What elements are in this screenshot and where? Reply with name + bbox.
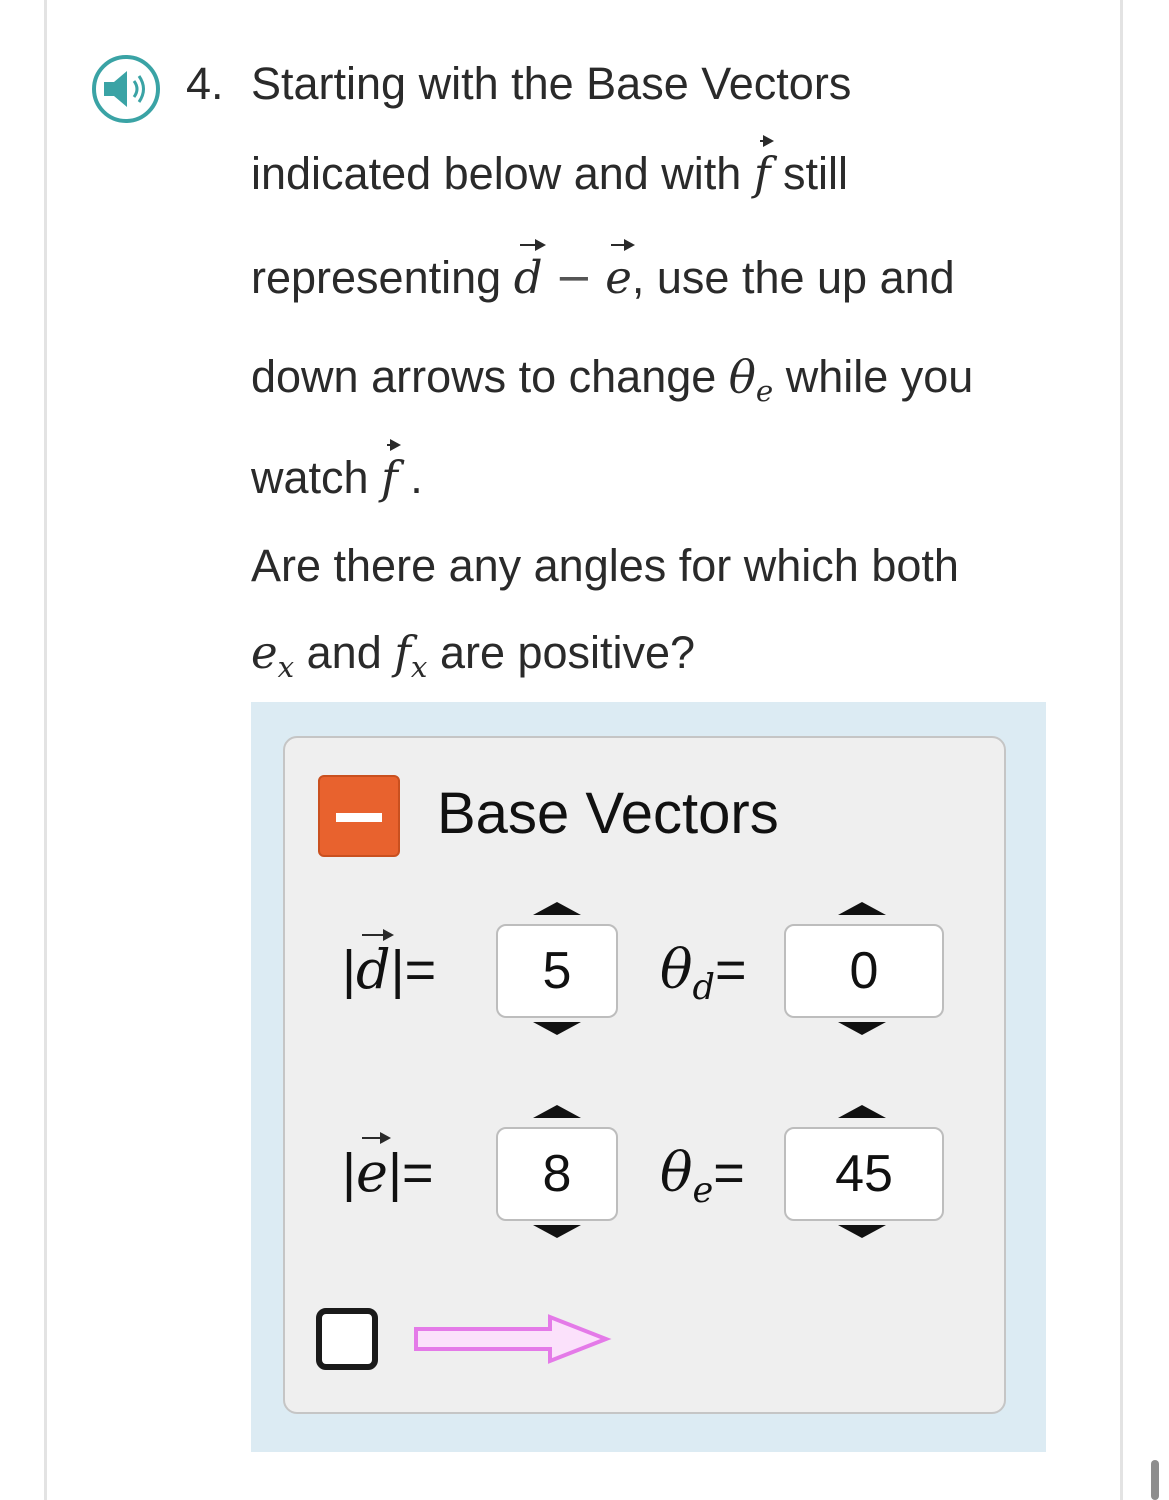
d-magnitude-label	[342, 940, 436, 1000]
d-magnitude-input[interactable]: 5	[496, 924, 618, 1018]
question-text: watch	[251, 452, 369, 503]
question-text: and	[306, 627, 382, 678]
theta-e-decrement-arrow[interactable]	[838, 1225, 886, 1238]
d-magnitude-increment-arrow[interactable]	[533, 902, 581, 915]
f-x-symbol	[394, 626, 428, 684]
theta-symbol: θ	[660, 1141, 693, 1204]
question-number: 4.	[186, 58, 224, 109]
x-subscript: x	[277, 649, 295, 684]
question-line-6	[251, 538, 959, 594]
question-text: Starting with the Base Vectors	[251, 58, 852, 109]
question-text: , use the up and	[631, 252, 955, 303]
collapse-panel-button[interactable]	[318, 775, 400, 857]
theta-d-input[interactable]: 0	[784, 924, 944, 1018]
equals-sign: =	[713, 1143, 745, 1203]
e-magnitude-input[interactable]: 8	[496, 1127, 618, 1221]
abs-bar: |	[390, 940, 405, 1000]
theta-subscript: e	[692, 1169, 714, 1211]
question-text: while you	[785, 351, 974, 402]
equals-sign: =	[714, 940, 747, 1000]
show-f-vector-checkbox[interactable]	[316, 1308, 378, 1370]
theta-e-symbol	[728, 350, 774, 408]
question-text: still	[783, 148, 849, 199]
vector-f: f	[381, 451, 398, 504]
minus-icon	[336, 813, 382, 822]
d-magnitude-decrement-arrow[interactable]	[533, 1022, 581, 1035]
equals-sign: =	[404, 940, 437, 1000]
question-line-2	[251, 146, 848, 202]
speaker-icon	[96, 59, 156, 119]
e-magnitude-decrement-arrow[interactable]	[533, 1225, 581, 1238]
scrollbar-thumb[interactable]	[1151, 1460, 1159, 1500]
vector-d: d	[356, 938, 391, 1001]
question-text: indicated below and with	[251, 148, 742, 199]
abs-bar: |	[342, 940, 357, 1000]
question-line-3	[251, 250, 955, 306]
abs-bar: |	[388, 1143, 403, 1203]
arrow-right-icon	[412, 1313, 612, 1365]
theta-d-label	[660, 940, 747, 1007]
vector-e: e	[605, 251, 632, 304]
f-symbol: f	[394, 626, 411, 679]
question-line-5	[251, 450, 423, 506]
theta-symbol: θ	[660, 938, 693, 1001]
vector-d: d	[513, 251, 543, 304]
theta-e-label	[660, 1143, 745, 1210]
page-border-left	[44, 0, 47, 1500]
e-symbol: e	[251, 626, 278, 679]
abs-bar: |	[342, 1143, 357, 1203]
question-line-7	[251, 625, 695, 686]
theta-symbol: θ	[728, 350, 756, 403]
minus-sign: −	[555, 251, 593, 304]
question-text: .	[410, 452, 423, 503]
question-line-4	[251, 349, 973, 410]
theta-e-increment-arrow[interactable]	[838, 1105, 886, 1118]
question-text: down arrows to change	[251, 351, 717, 402]
theta-d-decrement-arrow[interactable]	[838, 1022, 886, 1035]
theta-subscript: d	[692, 966, 715, 1008]
read-aloud-button[interactable]	[92, 55, 160, 123]
question-text: Are there any angles for which both	[251, 540, 959, 591]
x-subscript: x	[410, 649, 428, 684]
theta-d-increment-arrow[interactable]	[838, 902, 886, 915]
question-text: representing	[251, 252, 502, 303]
theta-e-input[interactable]: 45	[784, 1127, 944, 1221]
question-line-1	[251, 56, 851, 112]
panel-title: Base Vectors	[437, 781, 779, 846]
question-text: are positive?	[439, 627, 696, 678]
vector-e: e	[356, 1141, 388, 1204]
e-magnitude-increment-arrow[interactable]	[533, 1105, 581, 1118]
theta-subscript: e	[755, 373, 774, 408]
vector-f: f	[753, 147, 771, 200]
page-border-right	[1120, 0, 1123, 1500]
equals-sign: =	[402, 1143, 434, 1203]
e-x-symbol	[251, 626, 295, 684]
e-magnitude-label	[342, 1143, 434, 1203]
